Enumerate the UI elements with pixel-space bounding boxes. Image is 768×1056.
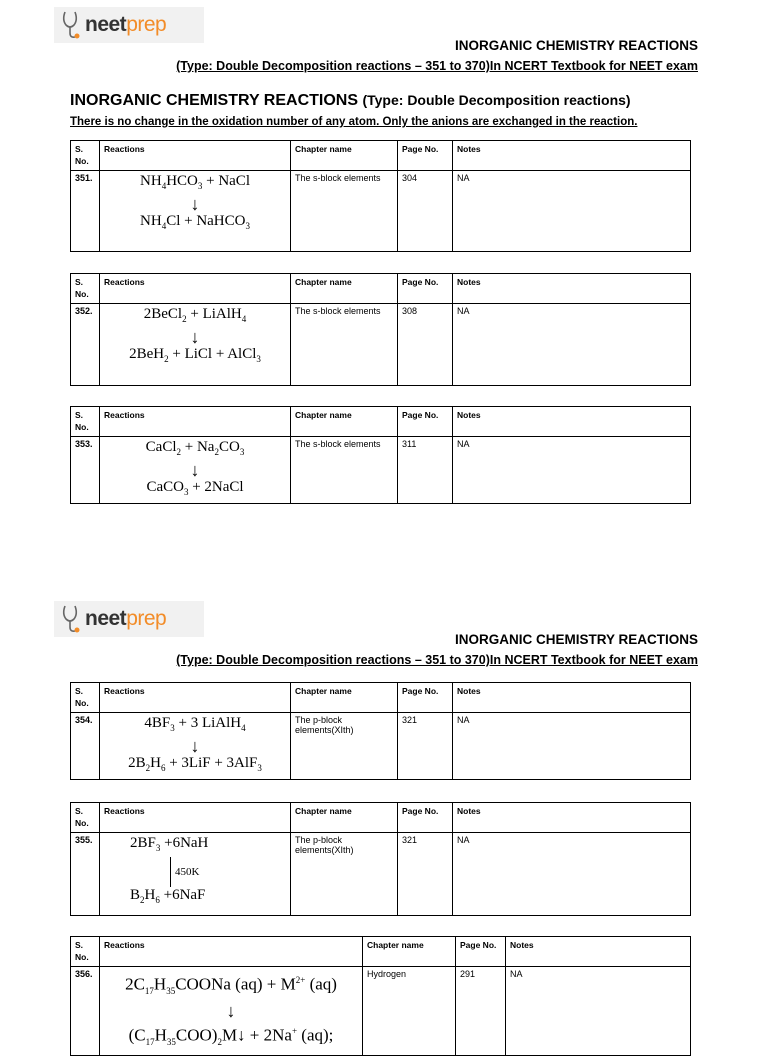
reaction-cell bbox=[100, 171, 291, 252]
page-cell: 321 bbox=[398, 833, 453, 916]
logo-neet-text: neet bbox=[85, 607, 127, 630]
reaction-table-351 bbox=[70, 140, 691, 252]
reactants: $NH_4HCO_3$ + NaCl bbox=[140, 173, 250, 191]
chapter-cell: The p-block elements(XIth) bbox=[291, 833, 398, 916]
reaction-cell bbox=[100, 967, 363, 1056]
col-sno: S. No. bbox=[71, 937, 100, 967]
down-arrow-icon: ↓ bbox=[190, 736, 200, 756]
notes-cell: NA bbox=[453, 437, 691, 504]
reaction-table-356 bbox=[70, 936, 691, 1056]
chapter-cell: The s-block elements bbox=[291, 171, 398, 252]
col-chapter: Chapter name bbox=[291, 141, 398, 171]
page-title-type: (Type: Double Decomposition reactions) bbox=[362, 92, 631, 108]
notes-cell: NA bbox=[506, 967, 691, 1056]
reaction-equation bbox=[104, 306, 286, 368]
col-reactions: Reactions bbox=[100, 937, 363, 967]
products: CaCO$_3$ + 2NaCl bbox=[146, 479, 244, 497]
sno-cell: 355. bbox=[71, 833, 100, 916]
reaction-cell bbox=[100, 713, 291, 780]
notes-cell: NA bbox=[453, 713, 691, 780]
reaction-table-352 bbox=[70, 273, 691, 386]
page-title bbox=[70, 92, 631, 110]
col-notes: Notes bbox=[453, 803, 691, 833]
reaction-equation bbox=[104, 969, 358, 1053]
reactants: $2BF_3 +6NaH$ bbox=[130, 835, 209, 853]
reactants: $4BF_3 + 3$ LiAlH$_4$ bbox=[144, 715, 246, 733]
col-sno: S. No. bbox=[71, 803, 100, 833]
notes-cell: NA bbox=[453, 304, 691, 386]
neetprep-logo bbox=[54, 601, 204, 637]
col-notes: Notes bbox=[453, 274, 691, 304]
chapter-cell: The s-block elements bbox=[291, 437, 398, 504]
col-notes: Notes bbox=[453, 683, 691, 713]
col-page: Page No. bbox=[398, 683, 453, 713]
col-reactions: Reactions bbox=[100, 803, 291, 833]
page-cell: 311 bbox=[398, 437, 453, 504]
reaction-condition: 450K bbox=[175, 865, 200, 878]
products: $2B_2H_6 + 3LiF + 3AlF_3$ bbox=[128, 755, 262, 773]
reaction-cell bbox=[100, 437, 291, 504]
col-notes: Notes bbox=[506, 937, 691, 967]
col-chapter: Chapter name bbox=[291, 683, 398, 713]
reactants: 2BeCl$_2$ + LiAlH$_4$ bbox=[143, 306, 247, 324]
reactants: CaCl$_2$ + $Na_2CO_3$ bbox=[145, 439, 245, 457]
header-title: INORGANIC CHEMISTRY REACTIONS bbox=[454, 38, 698, 53]
col-reactions: Reactions bbox=[100, 407, 291, 437]
products: 2BeH$_2$ + LiCl + AlCl$_3$ bbox=[129, 346, 261, 364]
page-cell: 304 bbox=[398, 171, 453, 252]
header-title: INORGANIC CHEMISTRY REACTIONS bbox=[454, 632, 698, 647]
col-chapter: Chapter name bbox=[291, 274, 398, 304]
chapter-cell: The p-block elements(XIth) bbox=[291, 713, 398, 780]
col-page: Page No. bbox=[456, 937, 506, 967]
sno-cell: 356. bbox=[71, 967, 100, 1056]
reaction-cell bbox=[100, 833, 291, 916]
reaction-cell bbox=[100, 304, 291, 386]
col-chapter: Chapter name bbox=[291, 803, 398, 833]
header-subtitle: (Type: Double Decomposition reactions – 351 to 370)In NCERT Textbook for NEET exam bbox=[176, 59, 698, 73]
reaction-equation bbox=[104, 439, 286, 501]
col-reactions: Reactions bbox=[100, 274, 291, 304]
arrow-shaft bbox=[170, 857, 171, 887]
sno-cell: 352. bbox=[71, 304, 100, 386]
col-sno: S. No. bbox=[71, 407, 100, 437]
col-notes: Notes bbox=[453, 141, 691, 171]
col-page: Page No. bbox=[398, 274, 453, 304]
col-chapter: Chapter name bbox=[363, 937, 456, 967]
logo-prep-text: prep bbox=[126, 13, 167, 36]
logo-prep-text: prep bbox=[126, 607, 167, 630]
products: $NH_4Cl$ + NaHCO$_3$ bbox=[140, 213, 250, 231]
stethoscope-icon bbox=[60, 604, 82, 634]
chapter-cell: Hydrogen bbox=[363, 967, 456, 1056]
down-arrow-icon: ↓ bbox=[226, 1001, 236, 1022]
reaction-table-354 bbox=[70, 682, 691, 780]
page-cell: 308 bbox=[398, 304, 453, 386]
col-reactions: Reactions bbox=[100, 683, 291, 713]
logo-neet-text: neet bbox=[85, 13, 127, 36]
down-arrow-icon: ↓ bbox=[190, 460, 200, 480]
reaction-equation bbox=[104, 715, 286, 777]
notes-cell: NA bbox=[453, 833, 691, 916]
intro-text: There is no change in the oxidation number of any atom. Only the anions are exchanged in the reaction. bbox=[70, 116, 638, 128]
sno-cell: 351. bbox=[71, 171, 100, 252]
col-sno: S. No. bbox=[71, 141, 100, 171]
chapter-cell: The s-block elements bbox=[291, 304, 398, 386]
col-chapter: Chapter name bbox=[291, 407, 398, 437]
col-page: Page No. bbox=[398, 407, 453, 437]
col-page: Page No. bbox=[398, 141, 453, 171]
notes-cell: NA bbox=[453, 171, 691, 252]
page-title-text: INORGANIC CHEMISTRY REACTIONS bbox=[70, 92, 359, 109]
reaction-table-353 bbox=[70, 406, 691, 504]
col-notes: Notes bbox=[453, 407, 691, 437]
sno-cell: 353. bbox=[71, 437, 100, 504]
reaction-table-355 bbox=[70, 802, 691, 916]
neetprep-logo bbox=[54, 7, 204, 43]
header-subtitle: (Type: Double Decomposition reactions – 351 to 370)In NCERT Textbook for NEET exam bbox=[176, 653, 698, 667]
products: $B_2H_6 +6NaF$ bbox=[130, 887, 206, 905]
col-page: Page No. bbox=[398, 803, 453, 833]
down-arrow-icon: ↓ bbox=[190, 327, 200, 347]
reactants: $2C_{17}H_{35}COONa$ $(aq) + M^{2+}$ (aq) bbox=[125, 974, 337, 997]
col-sno: S. No. bbox=[71, 683, 100, 713]
col-reactions: Reactions bbox=[100, 141, 291, 171]
col-sno: S. No. bbox=[71, 274, 100, 304]
stethoscope-icon bbox=[60, 10, 82, 40]
page-cell: 321 bbox=[398, 713, 453, 780]
page-cell: 291 bbox=[456, 967, 506, 1056]
reaction-equation bbox=[104, 173, 286, 235]
sno-cell: 354. bbox=[71, 713, 100, 780]
down-arrow-icon: ↓ bbox=[190, 194, 200, 214]
reaction-equation bbox=[104, 835, 286, 909]
products: $(C_{17}H_{35}COO)_2M↓ + 2Na^+$ (aq); bbox=[128, 1025, 334, 1048]
